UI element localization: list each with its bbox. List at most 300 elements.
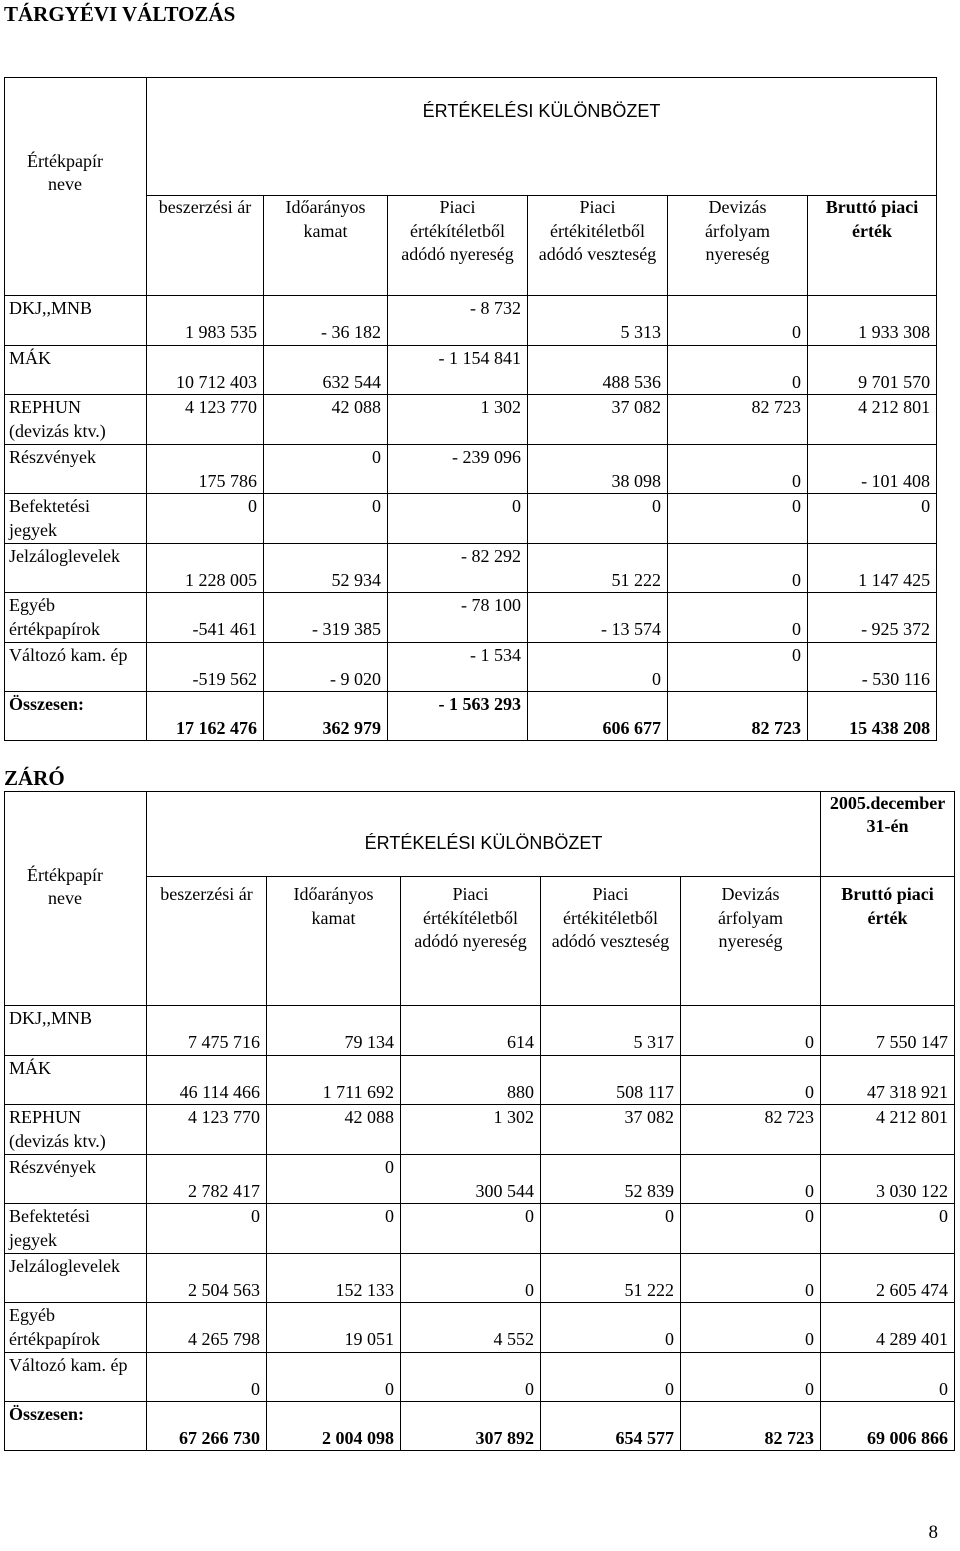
cell-stack [674, 494, 801, 542]
table-cell [681, 1253, 821, 1303]
cell-top-value [547, 1006, 674, 1030]
cell-stack [674, 643, 801, 691]
cell-stack [827, 1204, 948, 1252]
cell-bottom-value: 152 133 [335, 1279, 394, 1300]
row-label-text: DKJ,,MNB [9, 298, 93, 318]
table-cell [267, 1105, 401, 1155]
cell-bottom-value: 1 228 005 [185, 569, 257, 590]
table-cell [147, 1204, 267, 1254]
cell-bottom-value [273, 1129, 394, 1153]
cell-stack [687, 1353, 814, 1401]
cell-bottom-value: 614 [507, 1032, 534, 1052]
cell-top-value: 0 [385, 1206, 394, 1226]
row-label-text: Változó kam. ép [9, 1354, 128, 1375]
cell-top-value [687, 1254, 814, 1278]
table-cell [401, 1006, 541, 1056]
cell-bottom-value [687, 1129, 814, 1153]
table-cell [808, 543, 937, 593]
group-header [147, 78, 937, 196]
cell-top-value: 37 082 [624, 1107, 674, 1127]
cell-stack [827, 1303, 948, 1351]
cell-bottom-value: - 9 020 [330, 668, 381, 689]
cell-top-value [547, 1353, 674, 1377]
table-cell [267, 1204, 401, 1254]
table-cell [264, 692, 388, 741]
table-cell [388, 692, 528, 741]
cell-stack [407, 1006, 534, 1054]
cell-stack [814, 692, 930, 740]
cell-top-value [407, 1254, 534, 1278]
table-cell [388, 345, 528, 395]
table-cell [528, 395, 668, 445]
cell-stack [534, 346, 661, 394]
cell-top-value [153, 296, 257, 320]
cell-stack [153, 1006, 260, 1054]
cell-stack [270, 494, 381, 542]
cell-top-value: 0 [372, 496, 381, 516]
cell-top-value [814, 445, 930, 469]
table-cell [668, 345, 808, 395]
column-header-row [5, 877, 955, 1006]
cell-top-value: - 1 154 841 [438, 347, 521, 368]
section-title-closing: ZÁRÓ [4, 766, 65, 790]
table-cell [267, 1154, 401, 1204]
cell-stack [814, 395, 930, 443]
group-header-row [5, 792, 955, 877]
table-cell [401, 1055, 541, 1105]
table-row [5, 1352, 955, 1402]
table-cell [681, 1352, 821, 1402]
cell-stack [153, 1155, 260, 1203]
cell-bottom-value: 307 892 [475, 1428, 534, 1448]
cell-top-value [270, 643, 381, 667]
cell-stack [827, 1056, 948, 1104]
column-header-1 [264, 196, 388, 296]
cell-bottom-value [270, 469, 381, 493]
cell-stack [534, 395, 661, 443]
table-cell [147, 296, 264, 346]
table-cell [668, 692, 808, 741]
cell-stack [394, 692, 521, 740]
cell-bottom-value: 0 [805, 1032, 815, 1052]
row-label-text: Befektetési jegyek [9, 496, 90, 540]
table-cell [528, 345, 668, 395]
column-header-text: beszerzési ár [160, 884, 253, 904]
cell-bottom-value: 0 [525, 1279, 534, 1300]
cell-top-value [273, 1353, 394, 1377]
cell-stack [153, 643, 257, 691]
cell-top-value [153, 346, 257, 370]
cell-bottom-value: 0 [805, 1279, 815, 1300]
cell-stack [687, 1105, 814, 1153]
cell-stack [270, 296, 381, 344]
cell-bottom-value [534, 518, 661, 542]
cell-stack [394, 494, 521, 542]
cell-stack [153, 395, 257, 443]
cell-stack [153, 445, 257, 493]
cell-bottom-value: 654 577 [615, 1428, 674, 1448]
column-header-5 [821, 877, 955, 1006]
cell-stack [827, 1353, 948, 1401]
cell-stack [273, 1204, 394, 1252]
cell-top-value [534, 445, 661, 469]
cell-top-value [674, 296, 801, 320]
row-label [5, 1105, 147, 1155]
cell-bottom-value: 5 317 [633, 1032, 674, 1052]
column-header-text: Piaci értékitéletből adódó veszteség [551, 884, 670, 951]
table-cell [808, 494, 937, 544]
cell-bottom-value: 4 552 [493, 1329, 534, 1349]
row-label [5, 1402, 147, 1451]
cell-stack [827, 1254, 948, 1302]
cell-top-value [814, 544, 930, 568]
cell-bottom-value: 5 313 [620, 322, 661, 342]
row-label [5, 1303, 147, 1353]
cell-top-value: 4 212 801 [876, 1107, 949, 1127]
cell-stack [687, 1303, 814, 1351]
cell-stack [407, 1353, 534, 1401]
table-cell [681, 1055, 821, 1105]
cell-top-value [273, 1254, 394, 1278]
table-cell [401, 1204, 541, 1254]
table-cell [528, 593, 668, 643]
cell-top-value [687, 1353, 814, 1377]
cell-stack [814, 643, 930, 691]
table-cell [267, 1253, 401, 1303]
column-header-text: Bruttó piaci érték [841, 884, 934, 928]
cell-stack [674, 544, 801, 592]
table-row [5, 1006, 955, 1056]
cell-bottom-value: 51 222 [624, 1279, 674, 1300]
cell-top-value [687, 1303, 814, 1327]
cell-top-value: 1 302 [493, 1107, 534, 1127]
cell-top-value [153, 593, 257, 617]
cell-stack [547, 1254, 674, 1302]
column-header-2 [401, 877, 541, 1006]
row-label [5, 345, 147, 395]
cell-stack [394, 445, 521, 493]
table-cell [821, 1253, 955, 1303]
group-header-text: ÉRTÉKELÉSI KÜLÖNBÖZET [422, 101, 661, 121]
row-label-text: Befektetési jegyek [9, 1206, 90, 1250]
cell-top-value [407, 1353, 534, 1377]
cell-bottom-value: 362 979 [322, 718, 381, 738]
cell-top-value: - 82 292 [461, 545, 521, 566]
column-header-text: Devizás árfolyam nyereség [705, 197, 770, 264]
cell-bottom-value: - 101 408 [861, 470, 931, 491]
cell-stack [270, 544, 381, 592]
cell-top-value [827, 1402, 948, 1426]
cell-bottom-value: 0 [805, 1180, 815, 1201]
table-cell [147, 1253, 267, 1303]
cell-stack [547, 1105, 674, 1153]
table-row [5, 395, 937, 445]
table-cell [808, 395, 937, 445]
table-cell [808, 444, 937, 494]
cell-stack [814, 593, 930, 641]
cell-stack [153, 544, 257, 592]
cell-stack [827, 1155, 948, 1203]
cell-stack [153, 1402, 260, 1450]
cell-bottom-value: 175 786 [198, 470, 257, 491]
cell-top-value [547, 1254, 674, 1278]
cell-stack [153, 1204, 260, 1252]
cell-top-value: 0 [805, 1206, 815, 1226]
table-cell [264, 345, 388, 395]
cell-bottom-value [534, 419, 661, 443]
cell-top-value [534, 544, 661, 568]
cell-bottom-value [394, 320, 521, 344]
cell-bottom-value: - 13 574 [601, 619, 661, 639]
table-cell [681, 1154, 821, 1204]
cell-stack [674, 346, 801, 394]
cell-bottom-value: 880 [507, 1081, 534, 1102]
cell-top-value [814, 643, 930, 667]
column-header-3 [541, 877, 681, 1006]
cell-bottom-value: 67 266 730 [179, 1428, 260, 1448]
table-cell [668, 642, 808, 692]
table-cell [821, 1105, 955, 1155]
cell-stack [273, 1056, 394, 1104]
cell-stack [674, 692, 801, 740]
cell-stack [534, 643, 661, 691]
row-label-text: Részvények [9, 446, 96, 467]
cell-bottom-value: -519 562 [192, 668, 257, 689]
cell-bottom-value [674, 518, 801, 542]
cell-bottom-value: - 36 182 [321, 322, 381, 342]
cell-stack [827, 1006, 948, 1054]
table-cell [401, 1402, 541, 1451]
cell-stack [270, 395, 381, 443]
cell-top-value [153, 544, 257, 568]
cell-stack [534, 494, 661, 542]
cell-top-value [270, 296, 381, 320]
table-cell [401, 1253, 541, 1303]
cell-top-value [270, 692, 381, 716]
cell-bottom-value: 2 004 098 [322, 1428, 394, 1448]
table-cell [681, 1303, 821, 1353]
cell-top-value [153, 445, 257, 469]
cell-stack [394, 296, 521, 344]
table-cell [528, 494, 668, 544]
cell-bottom-value: - 925 372 [861, 619, 931, 639]
column-header-text: beszerzési ár [158, 197, 252, 217]
row-label-text: Jelzáloglevelek [9, 1255, 120, 1276]
cell-bottom-value [827, 1228, 948, 1252]
cell-stack [547, 1204, 674, 1252]
cell-stack [153, 494, 257, 542]
cell-top-value [814, 346, 930, 370]
cell-top-value [534, 692, 661, 716]
cell-top-value: - 8 732 [470, 298, 521, 318]
cell-stack [153, 1303, 260, 1351]
column-header-text: Időarányos kamat [293, 884, 374, 928]
cell-stack [534, 544, 661, 592]
group-header-text: ÉRTÉKELÉSI KÜLÖNBÖZET [364, 832, 603, 853]
table-cell [401, 1154, 541, 1204]
cell-stack [273, 1155, 394, 1203]
table-cell [388, 395, 528, 445]
cell-stack [270, 593, 381, 641]
table-cell [388, 494, 528, 544]
cell-bottom-value: 7 475 716 [188, 1032, 260, 1052]
cell-stack [687, 1254, 814, 1302]
group-header-row [5, 78, 937, 196]
row-label [5, 296, 147, 346]
cell-bottom-value [547, 1228, 674, 1252]
cell-bottom-value [547, 1129, 674, 1153]
cell-top-value [273, 1056, 394, 1080]
cell-bottom-value: 0 [525, 1378, 534, 1399]
column-header-name [5, 78, 147, 296]
table-cell [147, 395, 264, 445]
table-cell [267, 1006, 401, 1056]
cell-top-value: 1 302 [480, 397, 521, 417]
row-label [5, 395, 147, 445]
table-cell [821, 1055, 955, 1105]
column-header-text: Piaci értékitéletből adódó veszteség [538, 197, 657, 264]
table-row [5, 1154, 955, 1204]
row-label [5, 494, 147, 544]
cell-bottom-value: 47 318 921 [867, 1081, 949, 1102]
cell-bottom-value [407, 1228, 534, 1252]
cell-bottom-value [394, 667, 521, 691]
cell-top-value [407, 1006, 534, 1030]
cell-bottom-value [814, 518, 930, 542]
cell-bottom-value: 0 [805, 1329, 815, 1349]
cell-top-value [547, 1303, 674, 1327]
cell-bottom-value: 606 677 [602, 718, 661, 738]
cell-stack [394, 544, 521, 592]
cell-bottom-value: 10 712 403 [176, 371, 257, 392]
cell-bottom-value [394, 716, 521, 740]
cell-bottom-value: 17 162 476 [176, 718, 257, 738]
cell-bottom-value: 0 [805, 1081, 815, 1102]
cell-stack [273, 1303, 394, 1351]
cell-top-value [407, 1155, 534, 1179]
cell-stack [394, 643, 521, 691]
page-number: 8 [928, 1522, 938, 1543]
row-label-text: REPHUN (devizás ktv.) [9, 397, 106, 441]
cell-top-value: - 1 534 [470, 644, 521, 665]
table-cell [401, 1352, 541, 1402]
cell-bottom-value [273, 1228, 394, 1252]
cell-bottom-value [674, 667, 801, 691]
cell-bottom-value [273, 1179, 394, 1203]
cell-top-value: 4 212 801 [858, 397, 931, 417]
cell-bottom-value: 3 030 122 [876, 1180, 949, 1201]
cell-stack [407, 1105, 534, 1153]
cell-bottom-value: 7 550 147 [876, 1032, 949, 1052]
cell-bottom-value: 1 711 692 [322, 1081, 394, 1102]
cell-stack [270, 692, 381, 740]
total-row [5, 1402, 955, 1451]
cell-top-value: 0 [372, 446, 381, 467]
cell-bottom-value: 1 147 425 [858, 569, 931, 590]
cell-bottom-value: 51 222 [611, 569, 661, 590]
cell-top-value [534, 296, 661, 320]
cell-top-value: - 239 096 [452, 446, 521, 467]
cell-stack [407, 1402, 534, 1450]
row-label-text: Jelzáloglevelek [9, 545, 120, 566]
cell-top-value [687, 1006, 814, 1030]
table-row [5, 593, 937, 643]
table-cell [541, 1055, 681, 1105]
row-label [5, 642, 147, 692]
cell-top-value [534, 346, 661, 370]
table-cell [264, 642, 388, 692]
table-row [5, 494, 937, 544]
cell-top-value [153, 1056, 260, 1080]
cell-top-value [674, 692, 801, 716]
table-cell [388, 296, 528, 346]
row-label-text: Összesen: [9, 1404, 84, 1424]
cell-stack [827, 1105, 948, 1153]
cell-stack [153, 1353, 260, 1401]
cell-top-value [687, 1155, 814, 1179]
row-label [5, 1154, 147, 1204]
table-cell [808, 593, 937, 643]
table-cell [264, 444, 388, 494]
table-row [5, 1105, 955, 1155]
cell-top-value: 42 088 [331, 397, 381, 417]
cell-stack [273, 1105, 394, 1153]
cell-stack [674, 395, 801, 443]
cell-stack [153, 1105, 260, 1153]
cell-bottom-value [407, 1129, 534, 1153]
table-cell [541, 1154, 681, 1204]
cell-top-value [153, 1155, 260, 1179]
cell-bottom-value: 69 006 866 [867, 1428, 949, 1448]
table-cell [147, 692, 264, 741]
table-cell [267, 1352, 401, 1402]
table-row [5, 1204, 955, 1254]
column-header-3 [528, 196, 668, 296]
cell-stack [687, 1155, 814, 1203]
cell-top-value [814, 593, 930, 617]
cell-bottom-value [394, 617, 521, 641]
cell-bottom-value [687, 1228, 814, 1252]
cell-bottom-value: - 319 385 [312, 619, 381, 639]
table-cell [388, 642, 528, 692]
cell-top-value: 0 [251, 1206, 260, 1226]
cell-top-value [674, 445, 801, 469]
cell-bottom-value: 508 117 [616, 1081, 674, 1102]
cell-bottom-value: 0 [251, 1378, 260, 1399]
row-label-text: Egyéb értékpapírok [9, 1305, 100, 1349]
cell-bottom-value: 0 [939, 1378, 949, 1399]
cell-top-value: 0 [248, 496, 257, 516]
cell-bottom-value: 4 289 401 [876, 1329, 949, 1349]
table-cell [541, 1105, 681, 1155]
table-cell [528, 692, 668, 741]
table-cell [668, 444, 808, 494]
cell-stack [827, 1402, 948, 1450]
row-label-text: Részvények [9, 1156, 96, 1177]
cell-bottom-value: 1 933 308 [858, 322, 931, 342]
table-cell [528, 296, 668, 346]
cell-stack [814, 296, 930, 344]
cell-top-value [547, 1056, 674, 1080]
table-cell [147, 1006, 267, 1056]
table-cell [147, 1154, 267, 1204]
cell-top-value [153, 692, 257, 716]
cell-top-value [827, 1155, 948, 1179]
cell-top-value: 0 [792, 644, 801, 665]
table-cell [681, 1105, 821, 1155]
cell-top-value: 0 [385, 1156, 394, 1177]
cell-top-value [270, 346, 381, 370]
